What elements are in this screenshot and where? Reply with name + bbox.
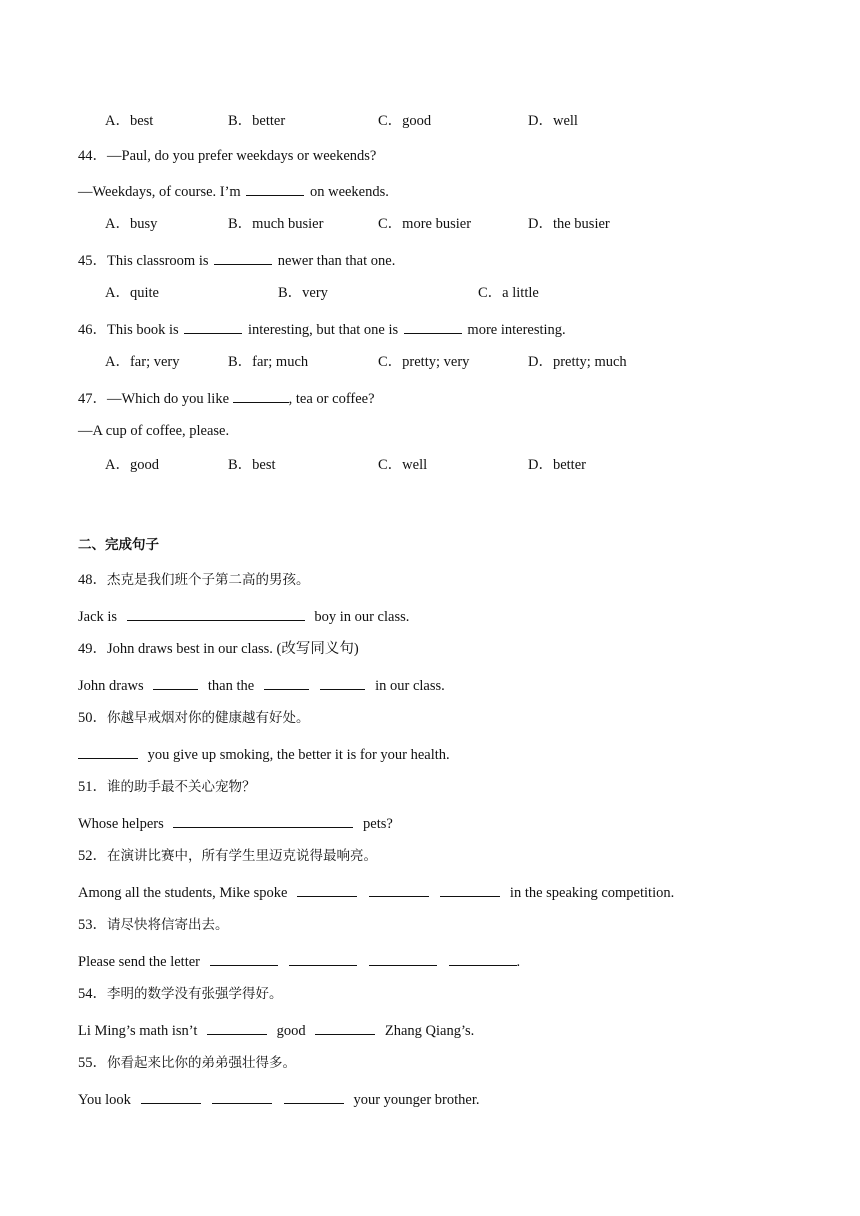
answer-blank[interactable] xyxy=(369,951,437,966)
q43-option-a: A．best xyxy=(105,113,154,129)
q47-option-b: B．best xyxy=(228,457,276,473)
q47-option-a: A．good xyxy=(105,457,159,473)
q54-answer-line: Li Ming’s math isn’t good Zhang Qiang’s. xyxy=(78,1020,474,1040)
answer-blank[interactable] xyxy=(214,250,272,265)
q44-option-c: C．more busier xyxy=(378,216,472,232)
q45-option-c: C．a little xyxy=(478,285,539,301)
q48-answer-line: Jack is boy in our class. xyxy=(78,606,409,626)
q47-stem: 47．—Which do you like , tea or coffee? xyxy=(78,388,375,408)
answer-blank[interactable] xyxy=(315,1020,375,1035)
q44-option-a: A．busy xyxy=(105,216,158,232)
q51-answer-line: Whose helpers pets? xyxy=(78,813,393,833)
section-heading: 二、完成句子 xyxy=(78,537,159,553)
q55-answer-line: You look your younger brother. xyxy=(78,1089,479,1109)
q50-answer-line: you give up smoking, the better it is for your health. xyxy=(78,744,450,764)
q43-option-d: D．well xyxy=(528,113,578,129)
answer-blank[interactable] xyxy=(207,1020,267,1035)
q50-prompt: 50．你越早戒烟对你的健康越有好处。 xyxy=(78,710,310,726)
q45-stem: 45．This classroom is newer than that one. xyxy=(78,250,395,270)
answer-blank[interactable] xyxy=(404,319,462,334)
answer-blank[interactable] xyxy=(284,1089,344,1104)
q43-option-c: C．good xyxy=(378,113,432,129)
answer-blank[interactable] xyxy=(297,882,357,897)
answer-blank[interactable] xyxy=(141,1089,201,1104)
q52-answer-line: Among all the students, Mike spoke in the speaking competition. xyxy=(78,882,674,902)
answer-blank[interactable] xyxy=(212,1089,272,1104)
q44-line1: 44．—Paul, do you prefer weekdays or weekends? xyxy=(78,148,377,164)
q44-option-d: D．the busier xyxy=(528,216,610,232)
answer-blank[interactable] xyxy=(233,388,289,403)
answer-blank[interactable] xyxy=(153,675,198,690)
q48-prompt: 48．杰克是我们班个子第二高的男孩。 xyxy=(78,572,310,588)
answer-blank[interactable] xyxy=(264,675,309,690)
q55-prompt: 55．你看起来比你的弟弟强壮得多。 xyxy=(78,1055,296,1071)
q45-option-b: B．very xyxy=(278,285,328,301)
answer-blank[interactable] xyxy=(320,675,365,690)
answer-blank[interactable] xyxy=(440,882,500,897)
answer-blank[interactable] xyxy=(127,606,305,621)
q43-option-b: B．better xyxy=(228,113,286,129)
q45-option-a: A．quite xyxy=(105,285,159,301)
q46-option-a: A．far; very xyxy=(105,354,180,370)
q52-prompt: 52．在演讲比赛中，所有学生里迈克说得最响亮。 xyxy=(78,848,377,864)
q44-option-b: B．much busier xyxy=(228,216,324,232)
q51-prompt: 51．谁的助手最不关心宠物？ xyxy=(78,779,256,795)
q53-answer-line: Please send the letter . xyxy=(78,951,520,971)
answer-blank[interactable] xyxy=(78,744,138,759)
q46-option-b: B．far; much xyxy=(228,354,309,370)
q44-line2: —Weekdays, of course. I’m on weekends. xyxy=(78,181,389,201)
answer-blank[interactable] xyxy=(173,813,353,828)
answer-blank[interactable] xyxy=(246,181,304,196)
q46-stem: 46．This book is interesting, but that one is more interesting. xyxy=(78,319,566,339)
q47-line2: —A cup of coffee, please. xyxy=(78,423,230,439)
answer-blank[interactable] xyxy=(210,951,278,966)
answer-blank[interactable] xyxy=(184,319,242,334)
q53-prompt: 53．请尽快将信寄出去。 xyxy=(78,917,229,933)
answer-blank[interactable] xyxy=(369,882,429,897)
q46-option-c: C．pretty; very xyxy=(378,354,470,370)
answer-blank[interactable] xyxy=(449,951,517,966)
q46-option-d: D．pretty; much xyxy=(528,354,627,370)
answer-blank[interactable] xyxy=(289,951,357,966)
q49-answer-line: John draws than the in our class. xyxy=(78,675,445,695)
q54-prompt: 54．李明的数学没有张强学得好。 xyxy=(78,986,283,1002)
q49-prompt: 49．John draws best in our class. (改写同义句) xyxy=(78,641,359,657)
q47-option-d: D．better xyxy=(528,457,586,473)
q47-option-c: C．well xyxy=(378,457,428,473)
